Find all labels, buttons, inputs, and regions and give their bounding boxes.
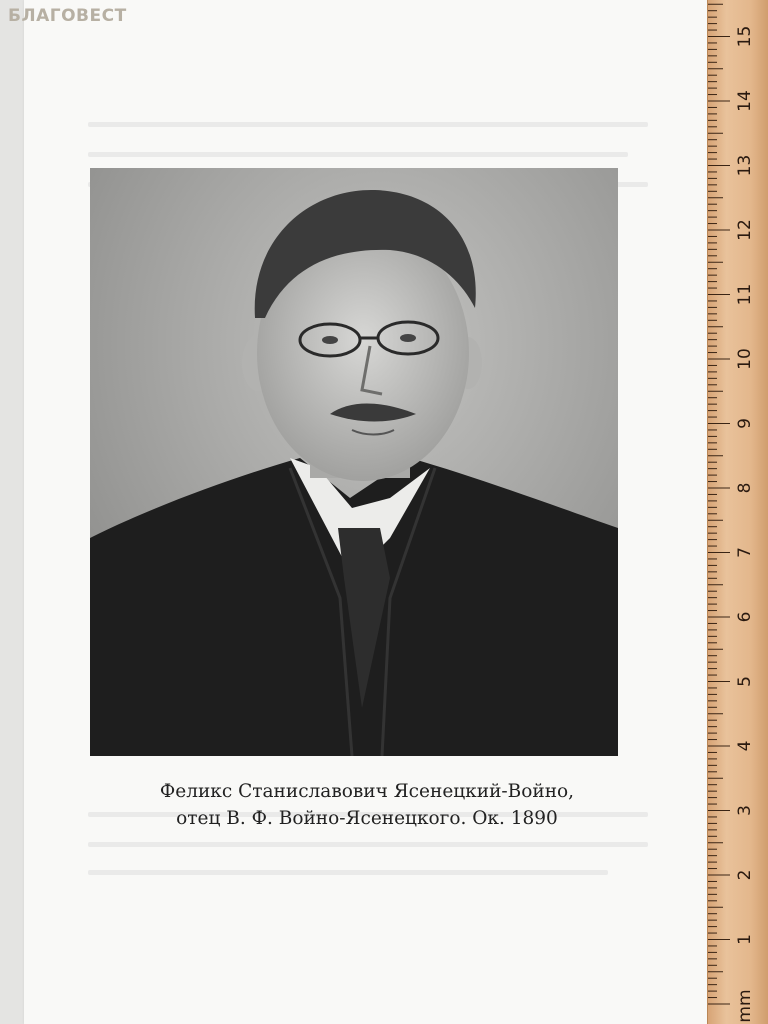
- ruler-number: 15: [735, 25, 755, 48]
- ruler-number: 5: [735, 676, 755, 687]
- caption-line-1: Феликс Станиславович Ясенецкий-Войно,: [159, 781, 575, 802]
- bleed-through-line: [88, 152, 628, 157]
- ruler-number: 1: [735, 934, 755, 945]
- ruler-number: 3: [735, 805, 755, 816]
- ruler-number: 13: [735, 154, 755, 177]
- ruler-number: 7: [735, 547, 755, 558]
- ruler-number: 2: [735, 869, 755, 881]
- ruler-number: 4: [735, 740, 755, 752]
- ruler-unit-label: mm: [735, 989, 755, 1023]
- ruler-number: 6: [735, 611, 755, 623]
- ruler-number: 8: [735, 482, 755, 494]
- ruler-number: 9: [735, 418, 755, 429]
- bleed-through-line: [88, 122, 648, 127]
- photo-caption: [24, 778, 710, 832]
- ruler-number: 11: [735, 283, 755, 306]
- bleed-through-line: [88, 870, 608, 875]
- bleed-through-line: [88, 842, 648, 847]
- watermark-logo: БЛАГОВЕСТ: [8, 6, 127, 26]
- ruler-number: 14: [735, 90, 755, 112]
- ruler-number: 10: [735, 348, 755, 370]
- ruler-scale: [708, 0, 768, 1024]
- portrait-photo: [90, 168, 618, 756]
- portrait-photo-icon: [90, 168, 618, 756]
- ruler-number: 12: [735, 219, 755, 241]
- caption-line-2: отец В. Ф. Войно-Ясенецкого. Ок. 1890: [176, 808, 558, 829]
- measuring-ruler: [707, 0, 768, 1024]
